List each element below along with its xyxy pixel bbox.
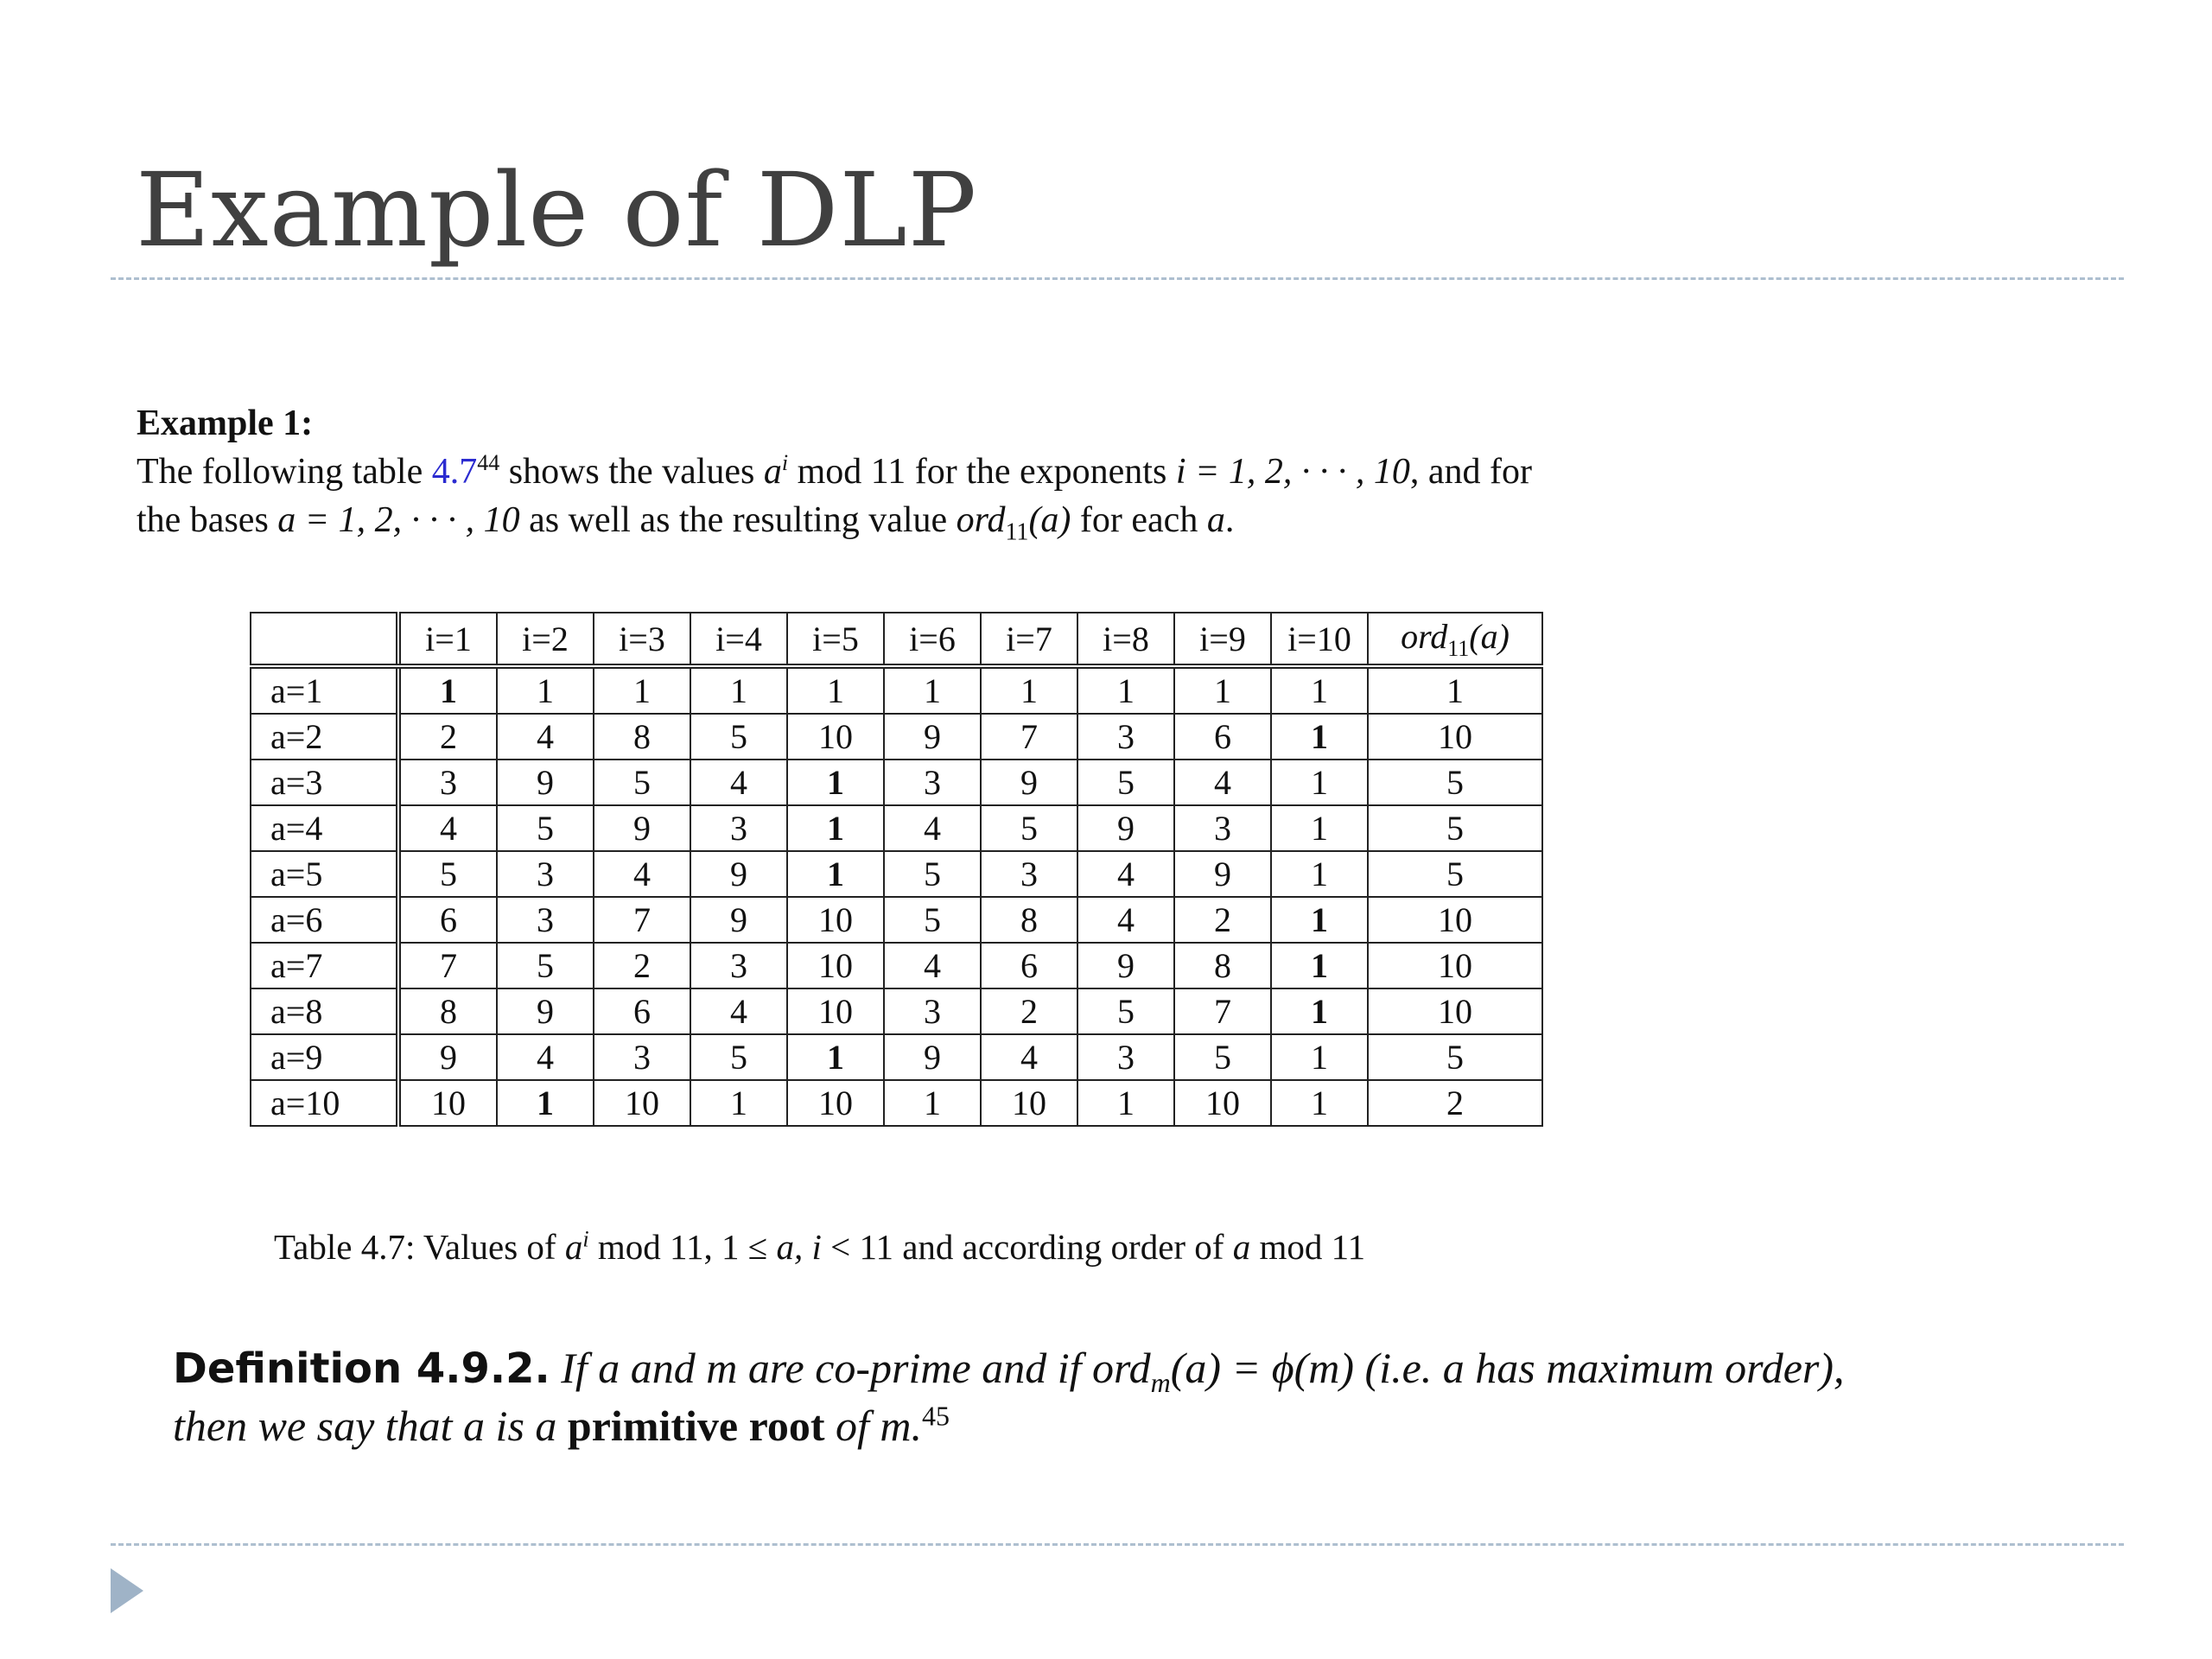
table-cell: 5 (497, 943, 594, 988)
order-cell: 1 (1368, 666, 1542, 714)
table-cell: 7 (1174, 988, 1271, 1034)
table-cell: 4 (1077, 851, 1174, 897)
footnote-marker: 44 (477, 450, 500, 475)
table-cell: 9 (497, 760, 594, 805)
table-cell: 10 (787, 1080, 884, 1126)
order-cell: 5 (1368, 1034, 1542, 1080)
table-cell: 1 (1271, 943, 1368, 988)
table-row (251, 851, 1542, 897)
table-cell: 10 (787, 988, 884, 1034)
table-cell: 1 (884, 666, 981, 714)
table-cell: 1 (1174, 666, 1271, 714)
table-cell: 9 (1174, 851, 1271, 897)
table-cell: 10 (1174, 1080, 1271, 1126)
row-label: a=1 (251, 666, 398, 714)
order-cell: 10 (1368, 714, 1542, 760)
column-header: i=6 (884, 613, 981, 666)
table-row (251, 666, 1542, 714)
play-arrow-icon[interactable] (111, 1568, 143, 1613)
table-cell: 3 (594, 1034, 690, 1080)
table-cell: 2 (594, 943, 690, 988)
table-cell: 10 (594, 1080, 690, 1126)
table-cell: 4 (594, 851, 690, 897)
table-cell: 5 (1077, 988, 1174, 1034)
definition-label: Definition 4.9.2. (173, 1344, 550, 1393)
table-row (251, 988, 1542, 1034)
table-cell: 9 (884, 714, 981, 760)
table-cell: 4 (1174, 760, 1271, 805)
order-cell: 5 (1368, 760, 1542, 805)
table-cell: 4 (497, 1034, 594, 1080)
table-row (251, 714, 1542, 760)
table-cell: 3 (884, 760, 981, 805)
example-heading: Example 1: (137, 404, 314, 443)
table-cell: 1 (787, 805, 884, 851)
order-cell: 10 (1368, 988, 1542, 1034)
table-cell: 1 (690, 1080, 787, 1126)
table-cell: 9 (398, 1034, 497, 1080)
table-cell: 1 (1271, 851, 1368, 897)
table-cell: 3 (981, 851, 1077, 897)
table-cell: 4 (690, 988, 787, 1034)
footnote-marker: 45 (922, 1400, 950, 1432)
table-cell: 4 (497, 714, 594, 760)
table-cell: 3 (1077, 1034, 1174, 1080)
table-cell: 1 (398, 666, 497, 714)
table-cell: 3 (497, 851, 594, 897)
table-row (251, 1080, 1542, 1126)
table-cell: 1 (787, 760, 884, 805)
column-header: i=7 (981, 613, 1077, 666)
table-cell: 1 (1077, 1080, 1174, 1126)
footer-divider (111, 1543, 2124, 1546)
table-cell: 4 (690, 760, 787, 805)
table-cell: 5 (690, 1034, 787, 1080)
table-cell: 6 (981, 943, 1077, 988)
table-cell: 9 (981, 760, 1077, 805)
table-caption: Table 4.7: Values of $a^i$ mod 11, 1 ≤ a, i < 11 and according order of a mod 11 (274, 1226, 1366, 1267)
table-row (251, 1034, 1542, 1080)
ord-column-header: ord$_{11}$(a) (1368, 613, 1542, 666)
table-cell: 9 (1077, 805, 1174, 851)
table-cell: 1 (1271, 1034, 1368, 1080)
table-row (251, 897, 1542, 943)
table-cell: 3 (497, 897, 594, 943)
table-cell: 1 (884, 1080, 981, 1126)
table-cell: 2 (1174, 897, 1271, 943)
table-cell: 1 (787, 666, 884, 714)
table-cell: 9 (690, 851, 787, 897)
table-cell: 7 (981, 714, 1077, 760)
definition-block: Definition 4.9.2. If a and m are co-prime and if ord$_m$(a) = ϕ(m) (i.e. a has maximum order), then we say that a is a primitive root of m.$^{45}$ (173, 1344, 1845, 1450)
table-cell: 10 (787, 897, 884, 943)
row-label: a=7 (251, 943, 398, 988)
table-cell: 3 (1174, 805, 1271, 851)
table-cell: 1 (1271, 1080, 1368, 1126)
order-cell: 5 (1368, 805, 1542, 851)
table-cell: 5 (1077, 760, 1174, 805)
table-cell: 10 (787, 943, 884, 988)
example-line-1: The following table $4.7^{44}$ shows the values $a^i$ mod 11 for the exponents i = 1, 2, · · · , 10, and for (137, 450, 1532, 492)
order-cell: 10 (1368, 897, 1542, 943)
table-cell: 5 (884, 851, 981, 897)
table-cell: 1 (594, 666, 690, 714)
table-cell: 1 (787, 1034, 884, 1080)
row-label: a=3 (251, 760, 398, 805)
column-header: i=5 (787, 613, 884, 666)
row-label: a=5 (251, 851, 398, 897)
primitive-root-term: primitive root (567, 1402, 825, 1450)
column-header: i=8 (1077, 613, 1174, 666)
column-header: i=4 (690, 613, 787, 666)
table-cell: 3 (884, 988, 981, 1034)
table-cell: 6 (1174, 714, 1271, 760)
table-cell: 1 (981, 666, 1077, 714)
table-cell: 4 (1077, 897, 1174, 943)
table-cell: 8 (1174, 943, 1271, 988)
table-cell: 5 (497, 805, 594, 851)
order-cell: 10 (1368, 943, 1542, 988)
table-cell: 1 (787, 851, 884, 897)
table-cell: 2 (981, 988, 1077, 1034)
table-cell: 6 (398, 897, 497, 943)
table-cell: 4 (981, 1034, 1077, 1080)
table-cell: 7 (398, 943, 497, 988)
table-cell: 5 (1174, 1034, 1271, 1080)
table-cell: 1 (1271, 805, 1368, 851)
table-cell: 3 (690, 805, 787, 851)
table-cell: 1 (1271, 897, 1368, 943)
table-row (251, 805, 1542, 851)
row-label: a=8 (251, 988, 398, 1034)
powers-mod-11-table (250, 612, 1543, 1127)
table-cell: 5 (884, 897, 981, 943)
table-cell: 1 (1077, 666, 1174, 714)
column-header: i=2 (497, 613, 594, 666)
order-cell: 2 (1368, 1080, 1542, 1126)
table-cell: 2 (398, 714, 497, 760)
table-cell: 4 (884, 805, 981, 851)
table-cell: 5 (398, 851, 497, 897)
title-divider (111, 277, 2124, 280)
table-cell: 4 (884, 943, 981, 988)
example-line-2: the bases a = 1, 2, · · · , 10 as well as the resulting value ord$_{11}$(a) for each a. (137, 500, 1235, 546)
row-label: a=9 (251, 1034, 398, 1080)
table-cell: 8 (981, 897, 1077, 943)
table-cell: 5 (981, 805, 1077, 851)
example-paragraph (137, 399, 1865, 544)
column-header: i=10 (1271, 613, 1368, 666)
order-cell: 5 (1368, 851, 1542, 897)
table-row (251, 943, 1542, 988)
table-cell: 1 (690, 666, 787, 714)
table-cell: 3 (1077, 714, 1174, 760)
table-cell: 9 (884, 1034, 981, 1080)
table-row (251, 760, 1542, 805)
row-label: a=4 (251, 805, 398, 851)
table-cell: 7 (594, 897, 690, 943)
table-cell: 3 (398, 760, 497, 805)
table-cell: 5 (690, 714, 787, 760)
table-cell: 3 (690, 943, 787, 988)
row-label: a=6 (251, 897, 398, 943)
column-header: i=9 (1174, 613, 1271, 666)
table-cell: 9 (497, 988, 594, 1034)
table-cell: 9 (1077, 943, 1174, 988)
slide-title: Example of DLP (136, 150, 978, 270)
table-cell: 9 (690, 897, 787, 943)
table-cell: 10 (981, 1080, 1077, 1126)
table-cell: 6 (594, 988, 690, 1034)
table-corner-cell (251, 613, 398, 666)
row-label: a=10 (251, 1080, 398, 1126)
column-header: i=1 (398, 613, 497, 666)
table-cell: 1 (1271, 666, 1368, 714)
table-cell: 10 (787, 714, 884, 760)
table-cell: 8 (594, 714, 690, 760)
table-cell: 9 (594, 805, 690, 851)
table-reference-link[interactable]: 4.7 (431, 452, 478, 492)
table-cell: 1 (1271, 988, 1368, 1034)
table-cell: 1 (497, 1080, 594, 1126)
table-cell: 8 (398, 988, 497, 1034)
row-label: a=2 (251, 714, 398, 760)
table-header-row (251, 613, 1542, 666)
table-cell: 4 (398, 805, 497, 851)
table-cell: 5 (594, 760, 690, 805)
table-cell: 1 (1271, 714, 1368, 760)
table-cell: 1 (1271, 760, 1368, 805)
column-header: i=3 (594, 613, 690, 666)
table-cell: 1 (497, 666, 594, 714)
table-cell: 10 (398, 1080, 497, 1126)
